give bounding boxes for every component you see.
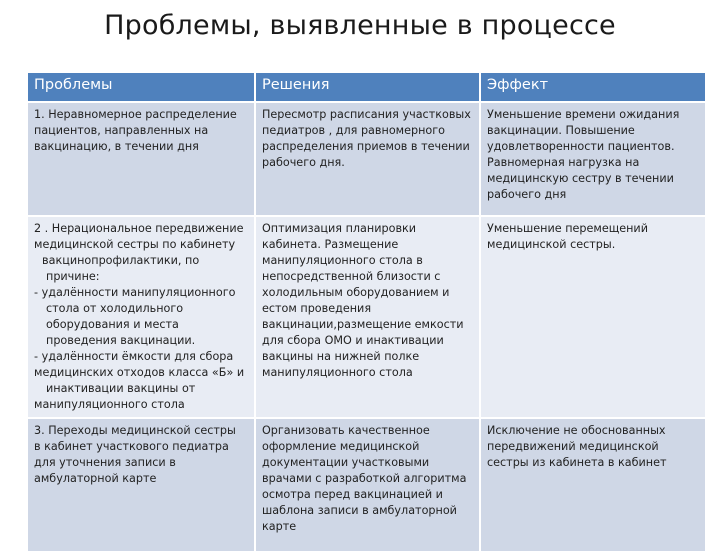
cell-line: медицинской сестры. (487, 238, 616, 251)
cell-line: рабочего дня (487, 188, 567, 201)
cell-line: холодильным оборудованием и (262, 286, 450, 299)
cell-line: Организовать качественное (262, 424, 430, 437)
cell-effect (480, 102, 705, 216)
slide-title: Проблемы, выявленные в процессе (104, 10, 616, 41)
cell-line: Исключение не обоснованных (487, 424, 666, 437)
problems-table (28, 73, 705, 551)
cell-line: манипуляционного стола в (262, 254, 423, 267)
cell-line: непосредственной близости с (262, 270, 441, 283)
cell-line: для уточнения записи в (34, 456, 176, 469)
cell-line: 2 . Нерациональное передвижение (34, 222, 244, 235)
cell-problem (28, 216, 255, 418)
cell-line: осмотра перед вакцинацией и (262, 488, 443, 501)
cell-line: удовлетворенности пациентов. (487, 140, 675, 153)
cell-line: вакцинации,размещение емкости (262, 318, 464, 331)
cell-line: рабочего дня. (262, 156, 345, 169)
cell-line: манипуляционного стола (262, 366, 413, 379)
cell-line: манипуляционного стола (34, 398, 185, 411)
cell-line: Оптимизация планировки (262, 222, 417, 235)
cell-line: - удалённости ёмкости для сбора (34, 350, 234, 363)
cell-problem (28, 418, 255, 551)
cell-line: медицинскую сестру в течении (487, 172, 674, 185)
cell-line: медицинской сестры по кабинету (34, 238, 236, 251)
cell-line: карте (262, 520, 297, 533)
cell-line: Равномерная нагрузка на (487, 156, 640, 169)
cell-line: кабинета. Размещение (262, 238, 399, 251)
cell-solution (255, 418, 480, 551)
cell-line: врачами с разработкой алгоритма (262, 472, 467, 485)
cell-line: оформление медицинской (262, 440, 420, 453)
cell-line: вакцинацию, в течении дня (34, 140, 199, 153)
cell-line: 1. Неравномерное распределение (34, 108, 237, 121)
cell-problem (28, 102, 255, 216)
cell-effect (480, 418, 705, 551)
cell-line: пациентов, направленных на (34, 124, 209, 137)
table-row (28, 418, 705, 551)
cell-effect (480, 216, 705, 418)
cell-line: проведения вакцинации. (46, 334, 196, 347)
cell-line: Уменьшение времени ожидания (487, 108, 680, 121)
cell-line: Пересмотр расписания участковых (262, 108, 471, 121)
cell-line: инактивации вакцины от (46, 382, 196, 395)
header-effect: Эффект (480, 73, 705, 102)
cell-line: в кабинет участкового педиатра (34, 440, 229, 453)
cell-line: сестры из кабинета в кабинет (487, 456, 667, 469)
cell-line: вакцинопрофилактики, по (42, 254, 200, 267)
cell-line: причине: (46, 270, 100, 283)
cell-line: стола от холодильного (46, 302, 184, 315)
cell-line: для сбора ОМО и инактивации (262, 334, 444, 347)
table-row (28, 216, 705, 418)
cell-line: Уменьшение перемещений (487, 222, 648, 235)
cell-line: педиатров , для равномерного (262, 124, 445, 137)
header-solutions: Решения (255, 73, 480, 102)
table-header-row (28, 73, 705, 102)
header-problems: Проблемы (28, 73, 255, 102)
cell-line: амбулаторной карте (34, 472, 157, 485)
cell-line: естом проведения (262, 302, 372, 315)
cell-solution (255, 102, 480, 216)
table-row (28, 102, 705, 216)
cell-line: передвижений медицинской (487, 440, 659, 453)
cell-line: вакцинации. Повышение (487, 124, 635, 137)
cell-line: оборудования и места (46, 318, 179, 331)
cell-line: вакцины на нижней полке (262, 350, 420, 363)
cell-line: распределения приемов в течении (262, 140, 470, 153)
cell-line: медицинских отходов класса «Б» и (34, 366, 245, 379)
cell-line: 3. Переходы медицинской сестры (34, 424, 236, 437)
cell-line: - удалённости манипуляционного (34, 286, 236, 299)
cell-solution (255, 216, 480, 418)
cell-line: шаблона записи в амбулаторной (262, 504, 457, 517)
cell-line: документации участковыми (262, 456, 430, 469)
